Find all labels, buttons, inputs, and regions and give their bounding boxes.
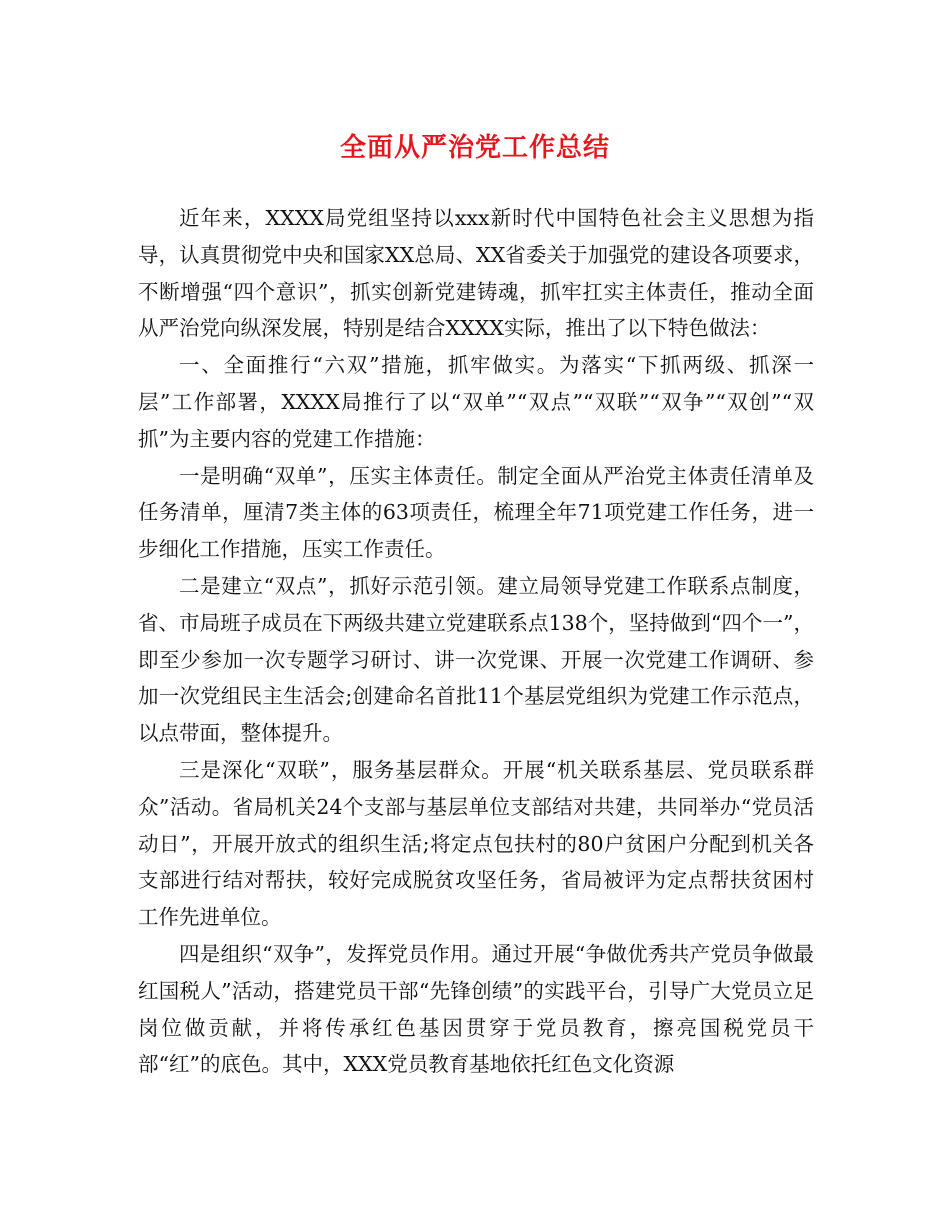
paragraph-shuang-zheng: 四是组织“双争”，发挥党员作用。通过开展“争做优秀共产党员争做最红国税人”活动，搭建党员干部“先锋创绩”的实践平台，引导广大党员立足岗位做贡献，并将传承红色基因贯穿于党员教育，擦亮国税党员干部“红”的底色。其中，XXX党员教育基地依托红色文化资源 (138, 941, 814, 1077)
document-title: 全面从严治党工作总结 (339, 133, 610, 163)
paragraph-section-one: 一、全面推行“六双”措施，抓牢做实。为落实“下抓两级、抓深一层”工作部署，XXXX局推行了以“双单”“双点”“双联”“双争”“双创”“双抓”为主要内容的党建工作措施： (138, 353, 814, 451)
paragraph-shuang-lian: 三是深化“双联”，服务基层群众。开展“机关联系基层、党员联系群众”活动。省局机关24个支部与基层单位支部结对共建，共同举办“党员活动日”，开展开放式的组织生活;将定点包扶村的80户贫困户分配到机关各支部进行结对帮扶，较好完成脱贫攻坚任务，省局被评为定点帮扶贫困村工作先进单位。 (138, 757, 814, 930)
paragraph-shuang-dian: 二是建立“双点”，抓好示范引领。建立局领导党建工作联系点制度，省、市局班子成员在下两级共建立党建联系点138个，坚持做到“四个一”，即至少参加一次专题学习研讨、讲一次党课、开展一次党建工作调研、参加一次党组民主生活会;创建命名首批11个基层党组织为党建工作示范点，以点带面，整体提升。 (138, 573, 814, 746)
paragraph-shuang-dan: 一是明确“双单”，压实主体责任。制定全面从严治党主体责任清单及任务清单，厘清7类主体的63项责任，梳理全年71项党建工作任务，进一步细化工作措施，压实工作责任。 (138, 463, 814, 562)
document-body (138, 200, 814, 1083)
paragraph-intro: 近年来，XXXX局党组坚持以xxx新时代中国特色社会主义思想为指导，认真贯彻党中央和国家XX总局、XX省委关于加强党的建设各项要求，不断增强“四个意识”，抓实创新党建铸魂，抓牢扛实主体责任，推动全面从严治党向纵深发展，特别是结合XXXX实际，推出了以下特色做法： (138, 206, 814, 341)
